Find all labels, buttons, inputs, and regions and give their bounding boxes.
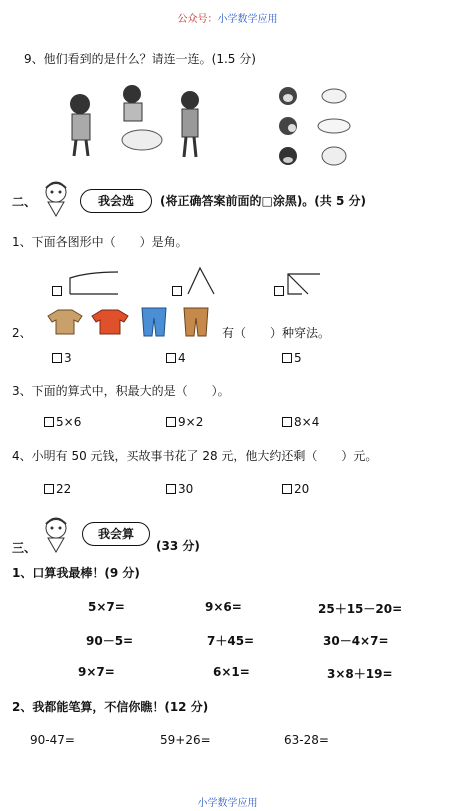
girl-mascot-icon	[36, 178, 76, 218]
sq4-option-0[interactable]	[44, 482, 71, 496]
mental-item: 3×8＋19=	[327, 667, 393, 681]
sq2-option-0-label: 3	[64, 351, 72, 365]
sq2-option-2-label: 5	[294, 351, 302, 365]
sq3-option-0-label: 5×6	[56, 415, 82, 429]
section2-index: 二、	[12, 195, 37, 209]
checkbox-icon[interactable]	[282, 417, 292, 427]
mental-item: 25＋15－20=	[318, 602, 403, 616]
header	[0, 10, 455, 25]
mental-item: 7＋45=	[207, 634, 255, 648]
written-item: 59+26=	[160, 733, 211, 747]
section3-bubble: 我会算	[82, 522, 150, 546]
sq3-option-0[interactable]	[44, 415, 81, 429]
mental-item: 90－5=	[86, 634, 134, 648]
mental-item: 30－4×7=	[323, 634, 389, 648]
sq1-option-a-checkbox[interactable]	[52, 286, 62, 296]
sq4-option-2[interactable]	[282, 482, 309, 496]
views-column	[314, 86, 354, 170]
written-title: 2、我都能笔算，不信你瞧！(12 分)	[12, 700, 209, 714]
checkbox-icon[interactable]	[282, 484, 292, 494]
checkbox-icon[interactable]	[44, 484, 54, 494]
sq1-option-b-checkbox[interactable]	[172, 286, 182, 296]
sq1-option-c-checkbox[interactable]	[274, 286, 284, 296]
mental-item: 9×6=	[205, 600, 242, 614]
children-observers-illustration	[62, 82, 222, 162]
sq1-text: 1、下面各图形中（ ）是角。	[12, 235, 188, 249]
sq3-option-2-label: 8×4	[294, 415, 320, 429]
sq4-option-1[interactable]	[166, 482, 193, 496]
sq1-shape-b	[186, 266, 216, 296]
footer: 小学数学应用	[197, 798, 258, 809]
sq4-option-2-label: 20	[294, 482, 310, 496]
checkbox-icon[interactable]	[52, 353, 62, 363]
mental-item: 9×7=	[78, 665, 115, 679]
section2-instruction: (将正确答案前面的□涂黑)。(共 5 分)	[160, 194, 366, 208]
sq2-suffix: 有（ ）种穿法。	[222, 326, 331, 340]
faces-column	[274, 84, 304, 170]
section3-index: 三、	[12, 541, 37, 555]
checkbox-icon[interactable]	[282, 353, 292, 363]
sq1-shape-a	[68, 270, 120, 296]
sq3-option-2[interactable]	[282, 415, 319, 429]
sq3-option-1-label: 9×2	[178, 415, 204, 429]
sq4-option-0-label: 22	[56, 482, 72, 496]
written-item: 63-28=	[284, 733, 329, 747]
checkbox-icon[interactable]	[166, 484, 176, 494]
q9-text: 9、他们看到的是什么？请连一连。(1.5 分)	[24, 52, 256, 66]
sq2-index: 2、	[12, 326, 32, 340]
sq2-option-1[interactable]	[166, 351, 186, 365]
mental-title: 1、口算我最棒！(9 分)	[12, 566, 140, 580]
blue-pants-icon	[140, 306, 168, 336]
mental-item: 5×7=	[88, 600, 125, 614]
header-name: 小学数学应用	[217, 14, 278, 25]
header-label: 公众号：	[177, 14, 218, 25]
sq2-option-2[interactable]	[282, 351, 302, 365]
section3-score: (33 分)	[156, 539, 200, 553]
sq3-text: 3、下面的算式中，积最大的是（ ）。	[12, 384, 230, 398]
sweater-icon	[90, 308, 130, 334]
sq4-text: 4、小明有 50 元钱，买故事书花了 28 元，他大约还剩（ ）元。	[12, 449, 378, 463]
checkbox-icon[interactable]	[166, 353, 176, 363]
checkbox-icon[interactable]	[44, 417, 54, 427]
sq1-shape-c	[286, 272, 322, 296]
sq2-option-0[interactable]	[52, 351, 72, 365]
girl-mascot-icon	[36, 514, 76, 554]
sq2-option-1-label: 4	[178, 351, 186, 365]
written-item: 90-47=	[30, 733, 75, 747]
sq4-option-1-label: 30	[178, 482, 194, 496]
section2-bubble: 我会选	[80, 189, 152, 213]
jacket-icon	[46, 308, 84, 334]
sq3-option-1[interactable]	[166, 415, 203, 429]
mental-item: 6×1=	[213, 665, 250, 679]
brown-pants-icon	[182, 306, 210, 336]
checkbox-icon[interactable]	[166, 417, 176, 427]
